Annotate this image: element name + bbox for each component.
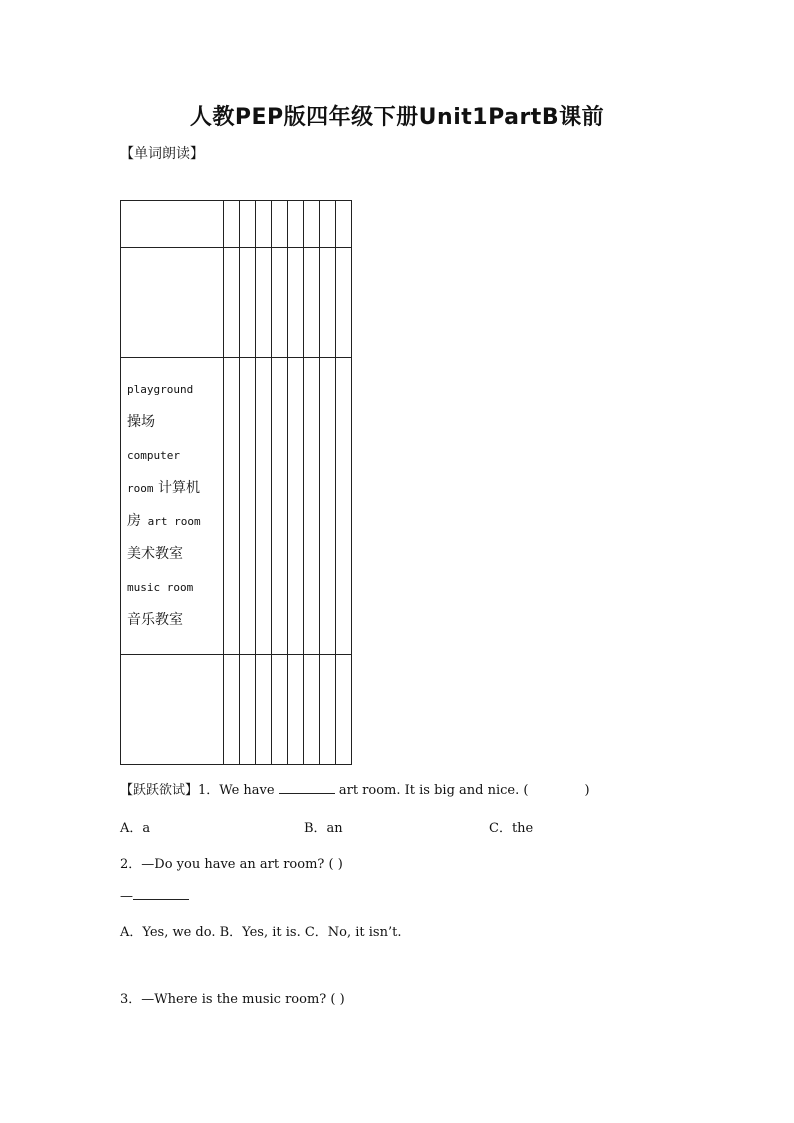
question-1 (120, 779, 590, 798)
word-english: computer (127, 449, 180, 462)
table-row (121, 201, 352, 248)
question-number: 1． (198, 783, 220, 798)
question-2-options[interactable]: A．Yes, we do. B．Yes, it is. C．No, it isn’t. (120, 925, 402, 940)
vocab-line (127, 372, 223, 405)
vocab-line (127, 438, 223, 471)
answer-blank[interactable] (279, 793, 335, 794)
answer-line (120, 889, 189, 904)
question-text: We have (219, 783, 279, 798)
vocab-table (120, 200, 352, 765)
vocab-line (127, 537, 223, 570)
section-heading-practice: 【跃跃欲试】 (120, 783, 199, 798)
word-english: music room (127, 581, 194, 594)
question-3 (120, 988, 345, 1007)
word-chinese: 操场 (127, 414, 155, 430)
table-row (121, 358, 352, 655)
vocab-line (127, 504, 223, 537)
question-text: —Do you have an art room? ( ) (141, 857, 343, 872)
section-heading-vocab: 【单词朗读】 (120, 146, 204, 162)
table-row (121, 655, 352, 765)
vocab-line (127, 603, 223, 636)
vocab-line (127, 570, 223, 603)
vocab-line (127, 471, 223, 504)
answer-dash: — (120, 889, 133, 904)
question-paren-close: ) (584, 783, 590, 798)
table-cell (121, 655, 224, 765)
vocab-line (127, 405, 223, 438)
option-c[interactable]: C．the (489, 821, 534, 836)
table-cell (121, 248, 224, 358)
question-2 (120, 853, 343, 872)
question-number: 3． (120, 992, 142, 1007)
word-english: art room (141, 515, 201, 528)
page-title: 人教PEP版四年级下册Unit1PartB课前 (189, 105, 605, 130)
question-text: art room. It is big and nice. ( (334, 783, 529, 798)
answer-blank[interactable] (133, 899, 189, 900)
word-english: playground (127, 383, 194, 396)
table-cell (121, 201, 224, 248)
word-chinese: 计算机 (153, 480, 200, 496)
vocab-word-list (121, 358, 223, 636)
word-chinese: 音乐教室 (127, 612, 183, 628)
word-english: room (127, 482, 154, 495)
question-number: 2． (120, 857, 142, 872)
option-b[interactable]: B．an (304, 821, 343, 836)
option-a[interactable]: A．a (120, 821, 151, 836)
question-text: —Where is the music room? ( ) (141, 992, 345, 1007)
vocab-words-cell (121, 358, 224, 655)
word-chinese: 美术教室 (127, 546, 183, 562)
table-row (121, 248, 352, 358)
word-chinese: 房 (127, 513, 141, 529)
